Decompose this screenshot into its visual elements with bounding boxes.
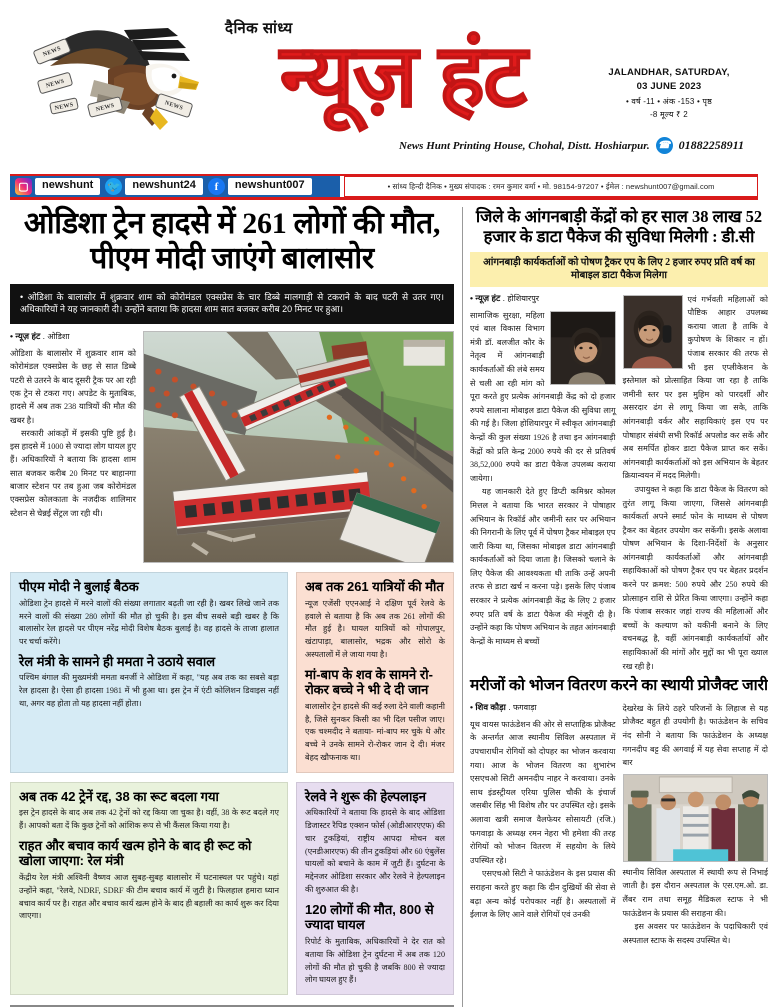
right-paragraph-1: सामाजिक सुरक्षा, महिला एवं बाल विकास विभाग मंत्री डॉ. बलजीत कौर के नेतृत्व में आंगनबाड़ी कार्यकर्ताओं की लंबे समय से चली आ रही मांग को पूरा करते हुए प्रत्येक आंगनबाड़ी केंद्र को दो हजार रुपये सालाना मोबाइल डाटा पैकेज की सुविधा लागू की गई है। जिला होशियारपुर में स्वीकृत आंगनबाड़ी केन्द्रों की कुल संख्या 1926 है तथा इन आंगनबाड़ी केंद्रों को प्रति केन्द्र 2000 रुपये की दर से प्रतिवर्ष 38,52,000 रुपये का डाटा पैकेज उपलब्ध कराया जायेगा।: [470, 309, 616, 486]
right-headline: जिले के आंगनबाड़ी केंद्रों को हर साल 38 लाख 52 हजार के डाटा पैकेज की सुविधा मिलेगी : डी.सी: [470, 207, 768, 247]
news-box-261-deaths: [296, 572, 454, 773]
lead-article-flow: [10, 331, 454, 563]
eagle-logo: [28, 22, 228, 152]
byline-separator: .: [503, 293, 505, 303]
box-title: रेलवे ने शुरू की हेल्पलाइन: [305, 789, 445, 805]
story2-body-b: [623, 702, 768, 770]
right-story2-columns: [470, 702, 768, 948]
press-house-text: News Hunt Printing House, Chohal, Distt. Hoshiarpur.: [399, 140, 650, 152]
group-photo-icon: [624, 775, 768, 861]
box-row-2: [10, 782, 454, 995]
social-item-instagram[interactable]: [15, 178, 100, 195]
box-title: अब तक 261 यात्रियों की मौत: [305, 579, 445, 595]
phone-number: 01882258911: [679, 138, 744, 153]
lead-byline-brand: • न्यूज़ हंट: [10, 331, 40, 341]
facebook-handle[interactable]: newshunt007: [228, 178, 312, 195]
lead-byline-place: ओडिशा: [47, 332, 69, 341]
news-note-3: NEWS: [49, 97, 79, 115]
story2-body-b2: [623, 866, 768, 948]
train-derailment-photo: [144, 332, 453, 562]
social-item-facebook[interactable]: [208, 178, 312, 195]
news-note-1: NEWS: [33, 38, 72, 65]
twitter-handle[interactable]: newshunt24: [125, 178, 203, 195]
lead-summary-band: • ओडिशा के बालासोर में शुक्रवार शाम को कोरोमंडल एक्सप्रेस के चार डिब्बे मालगाड़ी से टकराने के बाद पटरी से उतर गए। अधिकारियों ने यह जानकारी दी। उन्होंने बताया कि हादसा शाम सात बजकर करीब 20 मिनट पर हुआ।: [10, 284, 454, 325]
right-paragraph-2: यह जानकारी देते हुए डिप्टी कमिश्नर कोमल मित्तल ने बताया कि भारत सरकार ने पोषाहार अभियान के रिकॉर्ड और जमीनी स्तर पर अभियान की निगरानी के लिए पूर्व में पोषण ट्रैकर मोबाइल एप जारी किया था, जिसका मोबाइल डाटा आंगनबाड़ी कार्यकर्ताओं को दिया जाता है। जिसको चलाने के लिए पैकेज की आवश्यकता थी ताकि उन्हें अपनी तरफ से डाटा खर्च न करना पड़े। इसके लिए पंजाब सरकार ने प्रत्येक आंगनबाड़ी केंद्र के लिए 2 हजार रुपए प्रति वर्ष के डाटा पैकेज की मंजूरी दी है। उन्होंने कहा कि पोषण अभियान के तहत आंगनबाड़ी केन्द्रों के माध्यम से बच्चों: [470, 485, 616, 648]
social-item-twitter[interactable]: [105, 178, 203, 195]
story2-paragraph-3: देखरेख के लिये ठहरे परिजनों के लिहाज से यह प्रोजैक्ट बहुत ही उपयोगी है। फाऊंडेशन के सचिव नंद सोनी ने बताया कि फाऊंडेशन के अध्यक्ष गगनदीप बट्ट की अगवाई में यह सेवा सप्ताह में दो बार: [623, 702, 768, 770]
box-title: अब तक 42 ट्रेनें रद्द, 38 का रूट बदला गया: [19, 789, 279, 805]
portrait-photo-1: [550, 311, 616, 385]
right-body-a: [470, 309, 616, 649]
box-text: न्यूज एजेंसी एएनआई ने दक्षिण पूर्व रेलवे के हवाले से बताया है कि अब तक 261 लोगों की मौत हुई है। घायल यात्रियों को गोपालपुर, खंटापाड़ा, बालासोर, भद्रक और सोरो के अस्पतालों में ले जाया गया है।: [305, 598, 445, 662]
right-byline-place: होशियारपुर: [507, 294, 539, 303]
dateline-date: 03 JUNE 2023: [594, 80, 744, 94]
lead-article-text: [10, 331, 136, 563]
lead-paragraph-2: सरकारी आंकड़ों में इसकी पुष्टि हुई है। इस हादसे में 1000 से ज्यादा लोग घायल हुए हैं। अधिकारियों ने बताया कि हादसा शाम सात बजकर करीब 20 मिनट पर बाहानगा बाजार स्टेशन पर तब हुआ जब कोरोमंडल एक्सप्रेस कोलकाता के नजदीक शालिमार स्टेशन से चेन्नई सेंट्रल जा रही थी।: [10, 427, 136, 520]
lead-body: [10, 347, 136, 520]
byline-separator: .: [508, 702, 510, 712]
right-kicker-band: आंगनबाड़ी कार्यकर्ताओं को पोषण ट्रैकर एप के लिए 2 हजार रुपए प्रति वर्ष का मोबाइल डाटा पैकेज मिलेगा: [470, 252, 768, 287]
news-box-helpline: [296, 782, 454, 995]
twitter-icon[interactable]: 🐦: [105, 178, 122, 195]
lead-headline: ओडिशा ट्रेन हादसे में 261 लोगों की मौत, पीएम मोदी जाएंगे बालासोर: [10, 207, 454, 277]
dateline-city-day: JALANDHAR, SATURDAY,: [594, 66, 744, 80]
story2-byline-place: फगवाड़ा: [513, 703, 537, 712]
right-column-b: [623, 293, 768, 674]
box-text: रिपोर्ट के मुताबिक, अधिकारियों ने देर रात को बताया कि ओडिशा ट्रेन दुर्घटना में अब तक 120 लोगों की मौत हो चुकी है जबकि 800 से ज्यादा लोग घायल हुए हैं।: [305, 936, 445, 987]
box-title: 120 लोगों की मौत, 800 से ज्यादा घायल: [305, 902, 445, 933]
instagram-handle[interactable]: newshunt: [35, 178, 100, 195]
social-handles: [10, 176, 340, 197]
phone-icon: ☎: [656, 137, 673, 154]
lead-paragraph-1: ओडिशा के बालासोर में शुक्रवार शाम को कोरोमंडल एक्सप्रेस के छह से सात डिब्बे पटरी से उतरने के बाद दूसरी ट्रैक पर आ रही एक ट्रेन से टकरा गए। अपडेट के मुताबिक, हादसे में अब तक 238 यात्रियों की मौत की खबर है।: [10, 347, 136, 427]
woman-portrait-icon: [551, 312, 615, 384]
byline-separator: .: [43, 331, 45, 341]
box-title: राहत और बचाव कार्य खत्म होने के बाद ही रूट को खोला जाएगा: रेल मंत्री: [19, 838, 279, 869]
masthead-dateline-block: [594, 66, 744, 121]
box-title: रेल मंत्री के सामने ही ममता ने उठाये सवाल: [19, 654, 279, 670]
masthead-kicker: दैनिक सांध्य: [215, 18, 590, 38]
masthead-title: न्यूज़ हंट: [215, 34, 590, 118]
facebook-icon[interactable]: f: [208, 178, 225, 195]
right-column: [462, 207, 768, 1007]
right-paragraph-3: एवं गर्भवती महिलाओं को पौष्टिक आहार उपलब्ध कराया जाता है ताकि वे कुपोषण के शिकार न हों। पंजाब सरकार की तरफ से भी इस एप्लीकेशन के इस्तेमाल को प्रोत्साहित किया जा रहा है ताकि जमीनी स्तर पर इस मुहिम को पारदर्शी और असरदार ढंग से लागू किया जा सके, ताकि आंगनबाड़ी वर्कर और सहायिकाएं इस एप पर पोषाहार संबंधी सभी रिकॉर्ड अपलोड कर सकें और अब समर्पित होकर डाटा पैकेज प्राप्त कर सकें। आंगनबाड़ी कार्यकर्ताओं को इस अभियान के बेहतर क्रियान्वयन में मदद मिलेगी।: [623, 293, 768, 483]
news-note-4: NEWS: [87, 96, 123, 118]
news-box-trains-cancelled: [10, 782, 288, 995]
instagram-icon[interactable]: ▢: [15, 178, 32, 195]
right-byline-brand: • न्यूज़ हंट: [470, 293, 500, 303]
story2-column-b: [623, 702, 768, 948]
box-title: पीएम मोदी ने बुलाई बैठक: [19, 579, 279, 595]
issue-line-2: -8 मूल्य ₹ 2: [594, 109, 744, 121]
lead-byline: [10, 331, 136, 342]
portrait-photo-2: [623, 295, 683, 369]
story2-paragraph-4: स्थानीय सिविल अस्पताल में स्थायी रूप से निभाई जाती है। इस दौरान अस्पताल के एस.एम.ओ. डा. लैंबर राम तथा समूह मैडिकल स्टाफ ने भी फाऊंडेशन के प्रयास की सराहना की।: [623, 866, 768, 920]
box-title: मां-बाप के शव के सामने रो-रोकर बच्चे ने भी दे दी जान: [305, 667, 445, 698]
box-text: अधिकारियों ने बताया कि हादसे के बाद ओडिशा डिजास्टर रैपिड एक्शन फोर्स (ओडीआरएएफ) की चार टुकड़ियां, राष्ट्रीय आपदा मोचन बल (एनडीआरएफ) की तीन टुकड़ियां और 60 एंबुलेंस घायलों को बचाने के काम में जुटी हैं। दुर्घटना के मद्देनजर ओडिशा सरकार और रेलवे ने हेल्पलाइन की शुरुआत की है।: [305, 807, 445, 896]
social-bar: [10, 174, 758, 200]
editor-imprint: • सांध्य हिन्दी दैनिक • मुख्य संपादक : रमन कुमार वर्मा • मो. 98154-97207 • ईमेल : newshunt007@gmail.com: [344, 176, 758, 197]
story2-byline: [470, 702, 616, 713]
box-text: पश्चिम बंगाल की मुख्यमंत्री ममता बनर्जी ने ओडिशा में कहा, "यह अब तक का सबसे बड़ा रेल हादसा है। ऐसा ही हादसा 1981 में भी हुआ था। इस ट्रेन में एंटी कोलिशन डिवाइस नहीं था, अगर वह होता तो यह हादसा नहीं होता।: [19, 672, 279, 710]
story2-paragraph-2: एसएचओ सिटी ने फाऊंडेशन के इस प्रयास की सराहना करते हुए कहा कि दीन दुखियों की सेवा से बढ़ा अन्य कोई परोपकार नहीं है। अस्पतालों में ईलाज के लिए आने वाले रोगियों एवं उनकी: [470, 867, 616, 921]
issue-line-1: • वर्ष -11 • अंक -153 • पृष्ठ: [594, 96, 744, 108]
news-box-pm-meeting: [10, 572, 288, 773]
press-imprint: [399, 137, 744, 154]
story2-paragraph-1: यूथ वायस फाऊंडेशन की ओर से सप्ताहिक प्रोजैक्ट के अन्तर्गत आज स्थानीय सिविल अस्पताल में उपचाराधीन रोगियों को दोपहर का भोजन करवाया गया। आज के भोजन वितरण का शुभारंभ एसएचओ सिटी अमनदीप नाहर ने करवाया। उनके साथ इंडस्ट्रीयल एरिया पुलिस चौकी के इंचार्ज जसबीर सिंह भी विशेष तौर पर उपस्थित रहे। इसके अलावा खत्री समाज वैलफेयर सोसायटी (रजि.) फगवाड़ा के अध्यक्ष रमन नेहरा भी हमेशा की तरह रोगियों को भोजन वितरण में सहयोग के लिये उपस्थित रहे।: [470, 718, 616, 868]
news-note-2: NEWS: [37, 72, 74, 95]
left-column: [10, 207, 454, 1007]
news-note-5: NEWS: [155, 93, 194, 118]
story2-paragraph-5: इस अवसर पर फाऊंडेशन के पदाधिकारी एवं अस्पताल स्टाफ के सदस्य उपस्थित थे।: [623, 920, 768, 947]
content-grid: [10, 207, 758, 1007]
story2-body-a: [470, 718, 616, 922]
right-byline: [470, 293, 616, 304]
masthead: [10, 0, 758, 172]
box-text: ओडिशा ट्रेन हादसे में मरने वालों की संख्या लगातार बढ़ती जा रही है। खबर लिखे जाने तक मरने वालों की संख्या 280 लोगों की मौत हो चुकी है। इस बीच सबसे बड़ी खबर है कि बालासोर रेल हादसे पर पीएम नरेंद्र मोदी विशेष बैठक बुलाई है। वह हादसे के ताजा हालात पर चर्चा करेंगे।: [19, 598, 279, 649]
right-body-b: [623, 293, 768, 674]
woman-portrait-2-icon: [624, 296, 682, 368]
masthead-title-block: [215, 18, 590, 118]
story2-byline-brand: • शिव कौड़ा: [470, 702, 506, 712]
box-text: बालासोर ट्रेन हादसे की कई रुला देने वाली कहानी है, जिसे सुनकर किसी का भी दिल पसीज जाए। एक चश्मदीद ने बताया- मां-बाप मर चुके थे और बच्चे ने उनके सामने रो-रोकर जान दे दी। मंजर बेहद खौफनाक था।: [305, 701, 445, 765]
box-row-1: [10, 572, 454, 773]
right-article-columns: [470, 293, 768, 674]
right-column-a: [470, 293, 616, 674]
right-second-headline: मरीजों को भोजन वितरण करने का स्थायी प्रोजैक्ट जारी: [470, 677, 768, 696]
box-text: केंद्रीय रेल मंत्री अश्विनी वैष्णव आज सुबह-सुबह बालासोर में घटनास्थल पर पहुंचे। यहां उन्होंने कहा, "रेलवे, NDRF, SDRF की टीम बचाव कार्य में जुटी है। फिलहाल हमारा ध्यान बचाव कार्य पर है। राहत और बचाव कार्य खत्म होने के बाद ही बहाली का कार्य शुरू कर दिया जाएगा।: [19, 872, 279, 923]
right-paragraph-4: उपायुक्त ने कहा कि डाटा पैकेज के वितरण को तुरंत लागू किया जाएगा, जिससे आंगनबाड़ी कार्यकर्ता अपने स्मार्ट फोन के माध्यम से पोषण ट्रैकर का बेहतर उपयोग कर सकेंगी। इसके अलावा पोषण अभियान के दिशा-निर्देशों के अनुसार आंगनबाड़ी कार्यकर्ताओं और आंगनबाड़ी सहायिकाओं को पोषण ट्रैकर एप पर बेहतर प्रदर्शन करने पर क्रमश: 500 रुपये और 250 रुपये की प्रोत्साहन राशि से प्रेरित किया जाएगा। उन्होंने कहा कि पंजाब सरकार जहां राज्य की महिलाओं और बच्चों के कल्याण को यकीनी बनाने के लिए वचनबद्ध है, वहीं आंगनबाड़ी कार्यकर्तायों और सहायिकाओं की मांगों और मुद्दों का भी पूरा ख्याल रख रही है।: [623, 483, 768, 673]
lead-photo: [143, 331, 454, 563]
group-photo: [623, 774, 768, 862]
box-text: इस ट्रेन हादसे के बाद अब तक 42 ट्रेनों को रद्द किया जा चुका है। वहीं, 38 के रूट बदले गए हैं। आपको बता दें कि कुछ ट्रेनों को आंशिक रूप से भी कैंसल किया गया है।: [19, 807, 279, 833]
story2-column-a: [470, 702, 616, 948]
